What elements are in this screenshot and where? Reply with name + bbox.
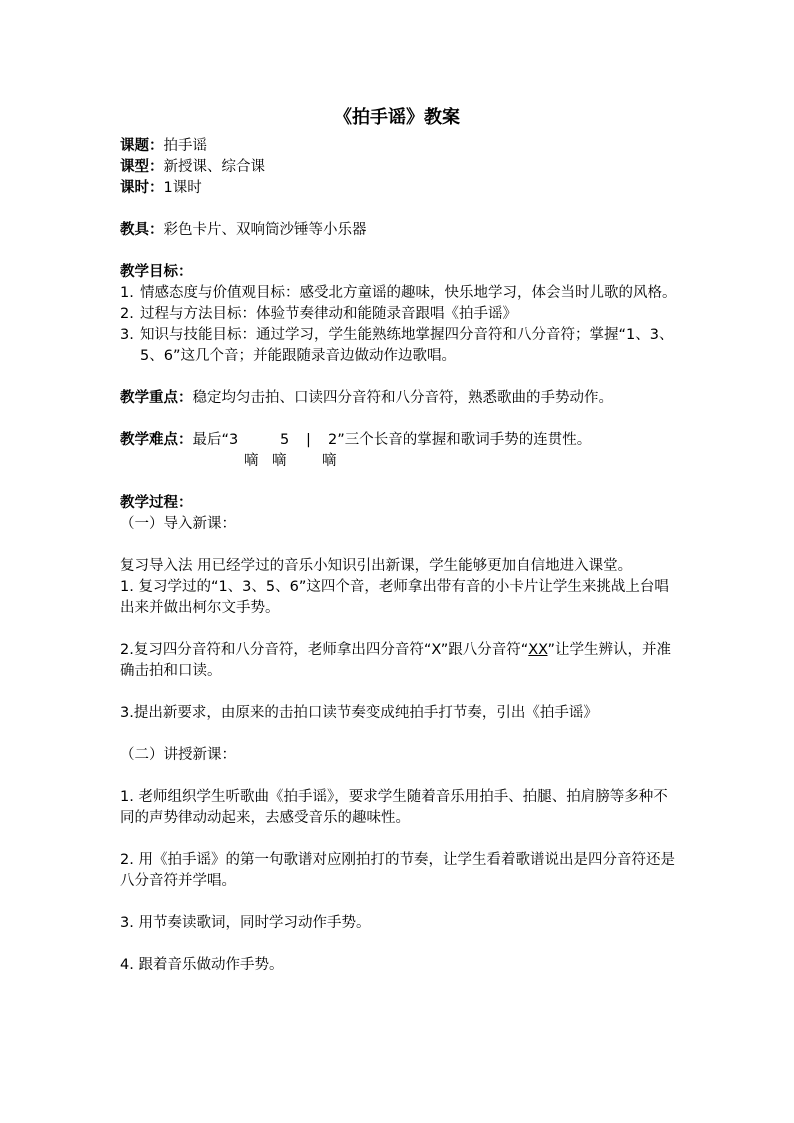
part1-heading: （一）导入新课： — [120, 516, 236, 532]
part1-step: 2.复习四分音符和八分音符，老师拿出四分音符“X”跟八分音符“XX”让学生辨认，并准确击拍和口读。 — [120, 642, 672, 679]
process-heading: 教学过程： — [120, 495, 193, 511]
key-point: 教学重点：稳定均匀击拍、口读四分音符和八分音符，熟悉歌曲的手势动作。 — [120, 390, 613, 406]
part1-step: 1. 复习学过的“1、3、5、6”这四个音，老师拿出带有音的小卡片让学生来挑战上台唱出来并做出柯尔文手势。 — [120, 579, 669, 616]
part1-intro: 复习导入法 用已经学过的音乐小知识引出新课，学生能够更加自信地进入课堂。 — [120, 558, 633, 574]
page-title: 《拍手谣》教案 — [334, 107, 460, 128]
meta-topic: 课题：拍手谣 — [120, 138, 207, 154]
goal-item: 1. 情感态度与价值观目标：感受北方童谣的趣味，快乐地学习，体会当时儿歌的风格。 — [120, 285, 677, 301]
document-body — [120, 136, 680, 976]
part2-step: 3. 用节奏读歌词，同时学习动作手势。 — [120, 915, 371, 931]
part2-step: 1. 老师组织学生听歌曲《拍手谣》，要求学生随着音乐用拍手、拍腿、拍肩膀等多种不同的声势律动动起来，去感受音乐的趣味性。 — [120, 789, 668, 826]
part2-step: 2. 用《拍手谣》的第一句歌谱对应刚拍打的节奏，让学生看着歌谱说出是四分音符还是八分音符并学唱。 — [120, 852, 675, 889]
goal-item: 3. 知识与技能目标：通过学习，学生能熟练地掌握四分音符和八分音符；掌握“1、3、5、6”这几个音；并能跟随录音边做动作边歌唱。 — [120, 327, 674, 364]
difficulty-line: 教学难点：最后“3 5 | 2”三个长音的掌握和歌词手势的连贯性。 — [120, 432, 592, 448]
difficulty-lyrics: 嘀 嘀 嘀 — [244, 453, 337, 469]
part1-step: 3.提出新要求，由原来的击拍口读节奏变成纯拍手打节奏，引出《拍手谣》 — [120, 705, 598, 721]
teaching-tools: 教具：彩色卡片、双响筒沙锤等小乐器 — [120, 222, 367, 238]
meta-hours: 课时：1课时 — [120, 180, 202, 196]
part2-step: 4. 跟着音乐做动作手势。 — [120, 957, 284, 973]
meta-type: 课型：新授课、综合课 — [120, 159, 265, 175]
goals-heading: 教学目标： — [120, 264, 193, 280]
part2-heading: （二）讲授新课： — [120, 747, 236, 763]
goal-item: 2. 过程与方法目标：体验节奏律动和能随录音跟唱《拍手谣》 — [120, 306, 517, 322]
